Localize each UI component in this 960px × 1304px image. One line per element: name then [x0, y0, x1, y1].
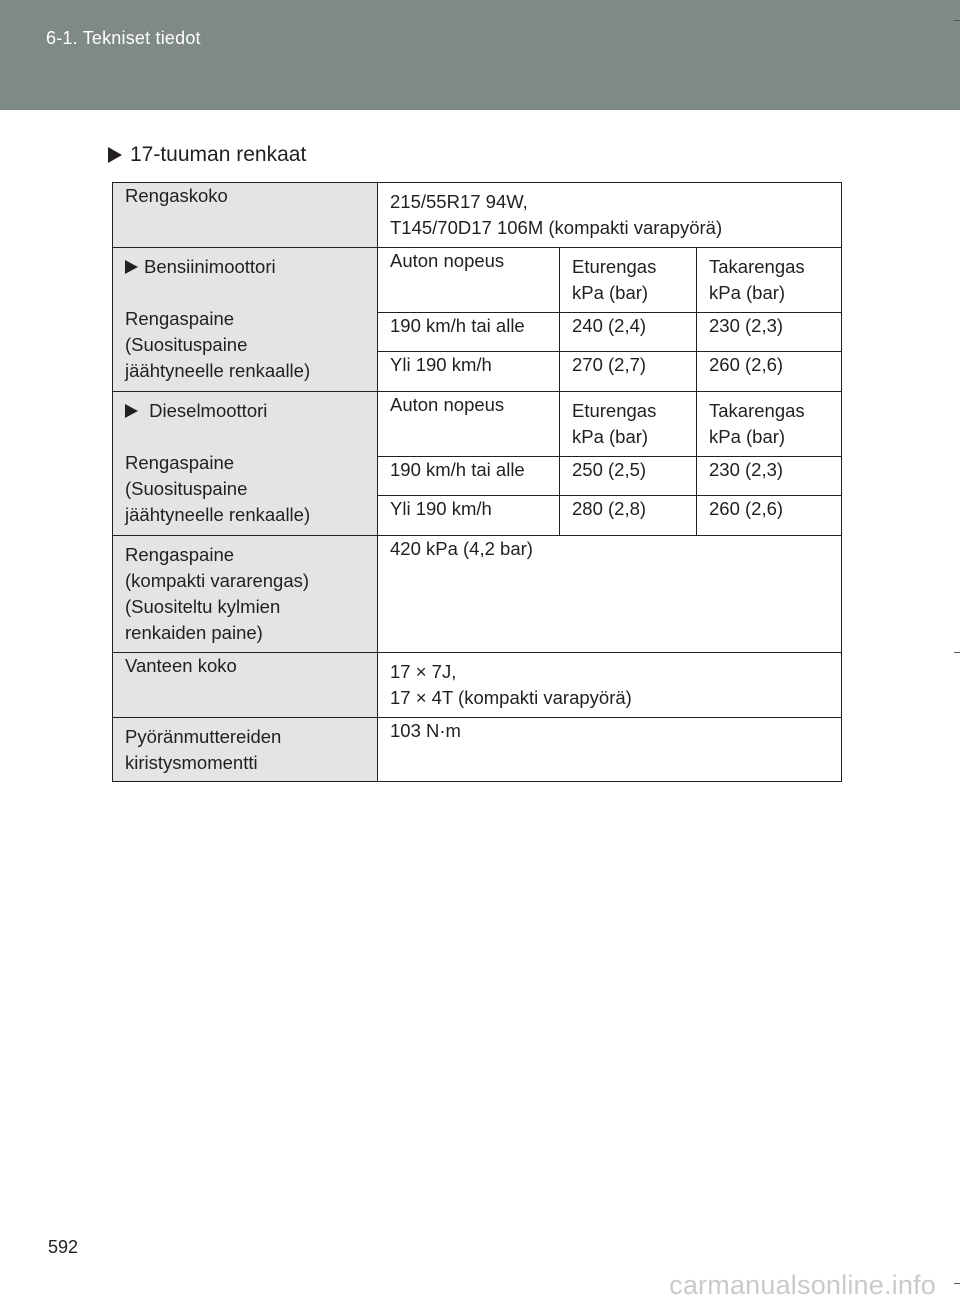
- diesel-col-rear: Takarengas kPa (bar): [697, 392, 842, 457]
- right-triangle-icon: [125, 260, 138, 274]
- right-triangle-icon: [125, 404, 138, 418]
- section-heading: [108, 143, 306, 167]
- crop-mark: [954, 20, 960, 21]
- tire-size-value: 215/55R17 94W, T145/70D17 106M (kompakti varapyörä): [378, 183, 842, 248]
- petrol-col-speed: Auton nopeus: [378, 248, 560, 313]
- cell-front: 240 (2,4): [560, 313, 697, 352]
- table-row: [113, 536, 842, 653]
- cell-speed: 190 km/h tai alle: [378, 457, 560, 496]
- table-row: [113, 183, 842, 248]
- table-row: [113, 653, 842, 718]
- section-heading-text: 17-tuuman renkaat: [130, 143, 307, 166]
- spare-pressure-label: Rengaspaine (kompakti vararengas) (Suositeltu kylmien renkaiden paine): [113, 536, 378, 653]
- diesel-label-cell: Dieselmoottori Rengaspaine (Suosituspaine jäähtyneelle renkaalle): [113, 392, 378, 536]
- table-row: [113, 718, 842, 782]
- watermark: carmanualsonline.info: [669, 1270, 936, 1300]
- page-header: [0, 0, 960, 110]
- crop-mark: [954, 1283, 960, 1284]
- petrol-col-front: Eturengas kPa (bar): [560, 248, 697, 313]
- petrol-col-rear: Takarengas kPa (bar): [697, 248, 842, 313]
- cell-rear: 230 (2,3): [697, 457, 842, 496]
- petrol-engine-label: Bensiinimoottori: [144, 256, 276, 277]
- table-row: [113, 248, 842, 313]
- cell-front: 280 (2,8): [560, 496, 697, 536]
- rim-size-value: 17 × 7J, 17 × 4T (kompakti varapyörä): [378, 653, 842, 718]
- crop-mark: [954, 652, 960, 653]
- rim-size-label: Vanteen koko: [113, 653, 378, 718]
- cell-speed: Yli 190 km/h: [378, 352, 560, 392]
- cell-front: 270 (2,7): [560, 352, 697, 392]
- chapter-title: 6-1. Tekniset tiedot: [46, 28, 201, 48]
- tire-spec-table: [112, 182, 842, 782]
- diesel-col-speed: Auton nopeus: [378, 392, 560, 457]
- cell-speed: 190 km/h tai alle: [378, 313, 560, 352]
- cell-rear: 260 (2,6): [697, 496, 842, 536]
- diesel-col-front: Eturengas kPa (bar): [560, 392, 697, 457]
- cell-rear: 230 (2,3): [697, 313, 842, 352]
- cell-front: 250 (2,5): [560, 457, 697, 496]
- table-row: [113, 392, 842, 457]
- torque-label: Pyöränmuttereiden kiristysmomentti: [113, 718, 378, 782]
- torque-value: 103 N·m: [378, 718, 842, 782]
- petrol-label-cell: Bensiinimoottori Rengaspaine (Suosituspaine jäähtyneelle renkaalle): [113, 248, 378, 392]
- spare-pressure-value: 420 kPa (4,2 bar): [378, 536, 842, 653]
- cell-speed: Yli 190 km/h: [378, 496, 560, 536]
- cell-rear: 260 (2,6): [697, 352, 842, 392]
- tire-size-label: Rengaskoko: [113, 183, 378, 248]
- page-number: 592: [48, 1237, 79, 1257]
- diesel-engine-label: Dieselmoottori: [149, 400, 268, 421]
- right-triangle-icon: [108, 147, 122, 163]
